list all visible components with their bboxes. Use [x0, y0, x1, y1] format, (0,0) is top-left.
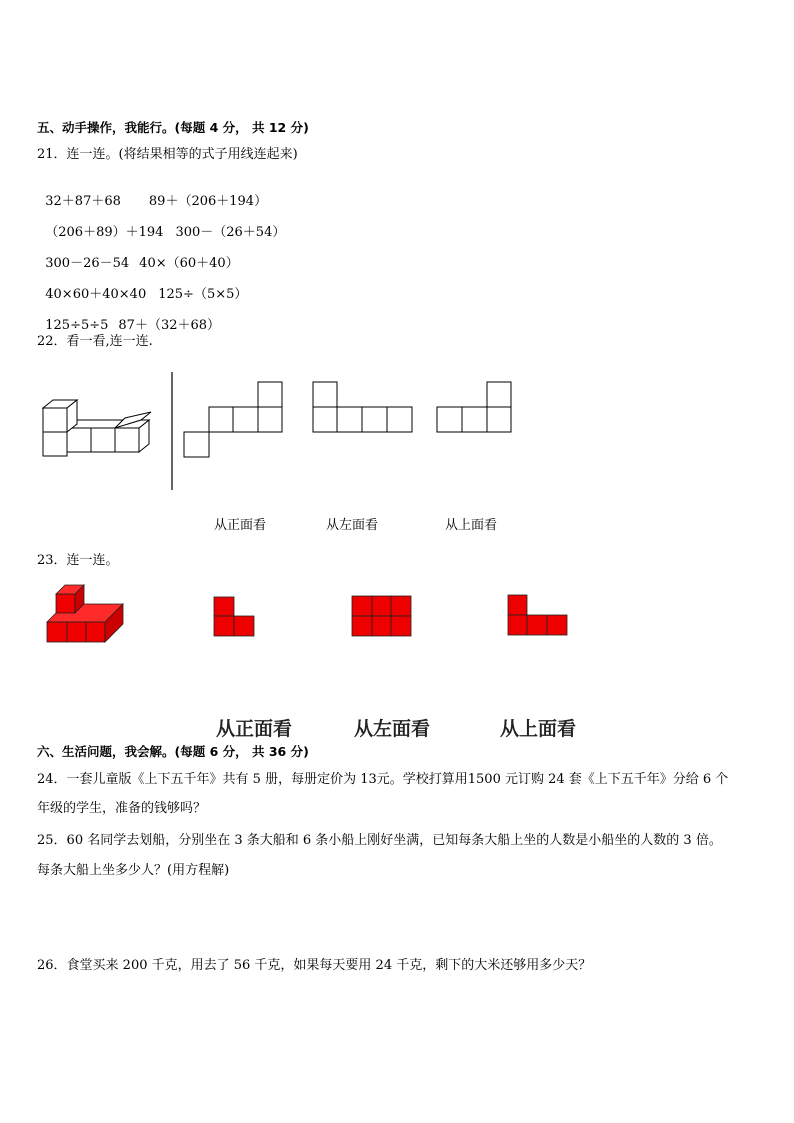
q23-label-front: 从正面看 — [216, 718, 293, 740]
q21-left-1: 32＋87＋68 — [45, 194, 121, 209]
q25-line-2: 每条大船上坐多少人？(用方程解) — [37, 863, 230, 878]
q21-left-4: 40×60＋40×40 — [45, 287, 147, 302]
q23-view-a — [214, 597, 254, 636]
q21-prompt: 21．连一连。(将结果相等的式子用线连起来) — [37, 147, 298, 162]
q21-right-5: 87＋（32＋68） — [118, 318, 221, 333]
q23-prompt: 23．连一连。 — [37, 553, 119, 568]
q21-right-2: 300－（26＋54） — [175, 225, 286, 240]
q23-label-top: 从上面看 — [500, 718, 577, 740]
q22-label-left: 从左面看 — [326, 518, 379, 533]
q22-label-front: 从正面看 — [214, 518, 267, 533]
q23-view-c — [508, 595, 567, 635]
q21-right-3: 40×（60＋40） — [139, 256, 239, 271]
q23-3d-solid — [47, 585, 123, 642]
section-6-title: 六、生活问题，我会解。(每题 6 分， 共 36 分) — [37, 744, 309, 759]
q24-line-1: 24．一套儿童版《上下五千年》共有 5 册，每册定价为 13元。学校打算用1500 元订购 24 套《上下五千年》分给 6 个 — [37, 772, 729, 787]
q22-label-top: 从上面看 — [445, 518, 498, 533]
q26-text: 26．食堂买来 200 千克，用去了 56 千克，如果每天要用 24 千克，剩下的大米还够用多少天？ — [37, 958, 592, 973]
section-5-title: 五、动手操作，我能行。(每题 4 分， 共 12 分) — [37, 120, 309, 135]
q23-label-left: 从左面看 — [354, 718, 431, 740]
q21-left-3: 300－26－54 — [45, 256, 130, 271]
q21-right-1: 89＋（206＋194） — [148, 194, 268, 209]
q22-prompt: 22．看一看,连一连. — [37, 334, 153, 349]
q21-right-4: 125÷（5×5） — [158, 287, 248, 302]
q21-left-2: （206＋89）＋194 — [45, 225, 164, 240]
q24-line-2: 年级的学生，准备的钱够吗？ — [37, 801, 207, 816]
q25-line-1: 25．60 名同学去划船，分别坐在 3 条大船和 6 条小船上刚好坐满，已知每条大船上坐的人数是小船坐的人数的 3 倍。 — [37, 833, 722, 848]
q23-view-b — [352, 596, 411, 636]
q21-left-5: 125÷5÷5 — [45, 318, 109, 333]
